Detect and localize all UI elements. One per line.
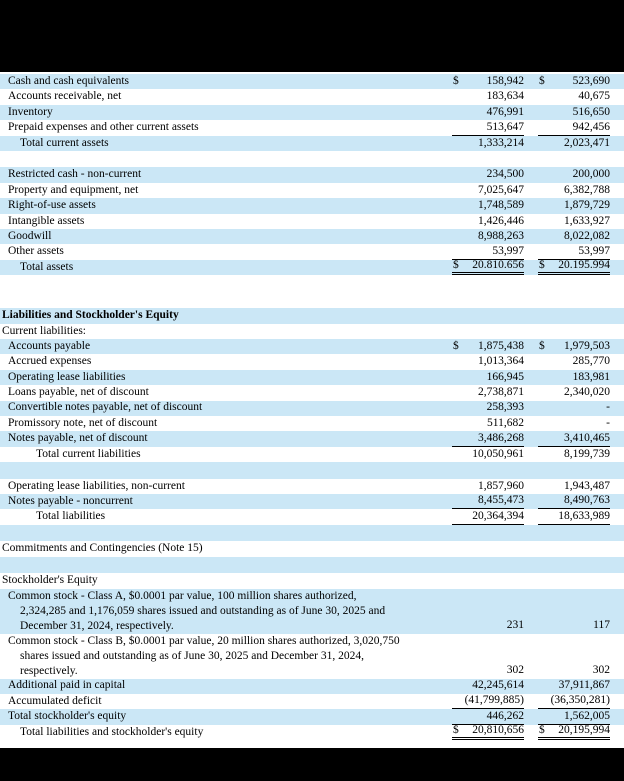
value-col2: [538, 509, 610, 524]
value-col2: [538, 431, 610, 446]
dollar-sign: $: [453, 74, 459, 87]
value-col1: [452, 229, 524, 244]
row-label: Accumulated deficit: [8, 695, 102, 707]
value-text: 117: [593, 619, 610, 632]
row-label: Right-of-use assets: [8, 200, 96, 212]
blank-row: [0, 462, 624, 479]
table-row: [0, 589, 624, 634]
value-text: 42,245,614: [472, 679, 524, 692]
value-col2: [538, 447, 610, 462]
table-row: [0, 244, 624, 259]
table-row: [0, 105, 624, 120]
row-label: Notes payable - noncurrent: [8, 495, 133, 507]
table-row: [0, 167, 624, 182]
table-row: [0, 339, 624, 354]
row-label: Promissory note, net of discount: [8, 417, 158, 429]
table-row: [0, 120, 624, 135]
value-text: 183,634: [486, 90, 524, 103]
row-label: Other assets: [8, 246, 64, 258]
row-label-line: Common stock - Class A, $0.0001 par value, 100 million shares authorized,: [8, 589, 357, 602]
value-col1: [452, 447, 524, 462]
value-text: 1,857,960: [478, 479, 524, 492]
row-label: Property and equipment, net: [8, 184, 139, 196]
table-row: [0, 416, 624, 431]
dollar-sign: $: [539, 259, 545, 272]
value-text: 8,988,263: [478, 229, 524, 242]
row-label-line: shares issued and outstanding as of June 30, 2025 and December 31, 2024,: [20, 649, 364, 662]
value-col1: [452, 167, 524, 182]
row-label: Total stockholder's equity: [8, 711, 127, 723]
table-row: [0, 431, 624, 446]
value-col1: [452, 370, 524, 385]
value-text: 234,500: [486, 168, 524, 181]
value-col1: [452, 260, 524, 275]
value-col2: [538, 694, 610, 709]
dollar-sign: $: [539, 74, 545, 87]
value-col2: [538, 354, 610, 369]
row-label: Additional paid in capital: [8, 680, 126, 692]
value-col1: [452, 74, 524, 89]
blank-row: [0, 557, 624, 574]
value-col2: [538, 494, 610, 509]
value-text: 1,633,927: [564, 214, 610, 227]
value-col2: [538, 416, 610, 431]
value-col2: [538, 167, 610, 182]
value-text: 516,650: [572, 105, 610, 118]
value-text: (41,799,885): [464, 694, 524, 707]
value-text: 1,748,589: [478, 199, 524, 212]
value-text: 20,195,994: [558, 724, 610, 737]
value-text: 2,340,020: [564, 386, 610, 399]
value-text: 183,981: [572, 370, 610, 383]
row-label-line: Common stock - Class B, $0.0001 par value, 20 million shares authorized, 3,020,750: [8, 634, 400, 647]
value-text: 1,879,729: [564, 199, 610, 212]
table-row: [0, 494, 624, 509]
value-col1: [452, 136, 524, 151]
row-label: Total assets: [20, 261, 74, 273]
table-row: [0, 74, 624, 89]
value-col1: [452, 339, 524, 354]
bottom-black-bar: [0, 748, 624, 781]
value-col2: [538, 89, 610, 104]
value-col1: [452, 308, 524, 323]
table-row: [0, 89, 624, 104]
value-text: 476,991: [486, 105, 524, 118]
value-text: 158,942: [486, 74, 524, 87]
row-label: Intangible assets: [8, 215, 85, 227]
value-col2: [538, 679, 610, 694]
value-text: 20,810,656: [472, 724, 524, 737]
value-col2: [538, 229, 610, 244]
row-label: Loans payable, net of discount: [8, 387, 149, 399]
value-text: 3,486,268: [478, 431, 524, 444]
value-col2: [538, 573, 610, 588]
row-label: [0, 589, 438, 634]
value-text: -: [606, 416, 610, 429]
row-label: Accounts receivable, net: [8, 91, 122, 103]
value-col1: [452, 89, 524, 104]
table-row: [0, 573, 624, 588]
value-text: 523,690: [572, 74, 610, 87]
value-col2: [538, 385, 610, 400]
row-label: Inventory: [8, 106, 53, 118]
value-text: 302: [506, 664, 524, 677]
value-text: 8,455,473: [478, 494, 524, 507]
value-col1: [452, 725, 524, 740]
value-text: 10,050,961: [472, 447, 524, 460]
row-label: Convertible notes payable, net of discount: [8, 402, 203, 414]
row-label: Stockholder's Equity: [2, 575, 98, 587]
value-col1: [452, 198, 524, 213]
table-row: [0, 541, 624, 556]
value-text: 1,979,503: [564, 339, 610, 352]
table-row: [0, 479, 624, 494]
table-row: [0, 308, 624, 323]
value-text: 1,943,487: [564, 479, 610, 492]
value-col1: [452, 354, 524, 369]
value-text: 20.195.994: [558, 259, 610, 272]
value-text: -: [606, 401, 610, 414]
value-col2: [538, 541, 610, 556]
table-row: [0, 725, 624, 740]
value-text: 511,682: [487, 416, 524, 429]
blank-row: [0, 275, 624, 292]
dollar-sign: $: [453, 724, 459, 737]
value-col2: [538, 401, 610, 416]
value-col1: [452, 431, 524, 446]
dollar-sign: $: [539, 724, 545, 737]
table-row: [0, 385, 624, 400]
value-col2: [538, 308, 610, 323]
value-col1: [452, 541, 524, 556]
value-text: 2,738,871: [478, 386, 524, 399]
value-col2: [538, 183, 610, 198]
value-col2: [538, 589, 610, 634]
row-label: Accounts payable: [8, 340, 91, 352]
value-col1: [452, 416, 524, 431]
value-col2: [538, 74, 610, 89]
value-col2: [538, 136, 610, 151]
value-text: 37,911,867: [558, 679, 610, 692]
value-col1: [452, 183, 524, 198]
value-col1: [452, 120, 524, 135]
value-col1: [452, 709, 524, 724]
value-text: 20.810.656: [472, 259, 524, 272]
value-text: 7,025,647: [478, 183, 524, 196]
table-row: [0, 370, 624, 385]
row-label: Cash and cash equivalents: [8, 75, 130, 87]
value-col2: [538, 260, 610, 275]
value-text: 1,426,446: [478, 214, 524, 227]
table-row: [0, 679, 624, 694]
row-label-line: respectively.: [20, 664, 78, 677]
value-text: 8,022,082: [564, 229, 610, 242]
value-text: 513,647: [486, 120, 524, 133]
value-col2: [538, 198, 610, 213]
value-col2: [538, 214, 610, 229]
value-text: 8,490,763: [564, 494, 610, 507]
value-col2: [538, 725, 610, 740]
value-text: 40,675: [578, 90, 610, 103]
value-text: 20,364,394: [472, 509, 524, 522]
row-label-line: 2,324,285 and 1,176,059 shares issued and outstanding as of June 30, 2025 and: [20, 604, 386, 617]
blank-row: [0, 292, 624, 309]
value-col1: [452, 589, 524, 634]
table-row: [0, 634, 624, 679]
value-col1: [452, 634, 524, 679]
table-row: [0, 694, 624, 709]
value-col1: [452, 479, 524, 494]
dollar-sign: $: [453, 259, 459, 272]
balance-sheet: [0, 74, 624, 740]
row-label: Total current assets: [20, 137, 109, 149]
value-col1: [452, 694, 524, 709]
value-col2: [538, 105, 610, 120]
top-black-bar: [0, 0, 624, 72]
value-col1: [452, 244, 524, 259]
value-col1: [452, 494, 524, 509]
value-col2: [538, 120, 610, 135]
value-text: (36,350,281): [550, 694, 610, 707]
value-text: 258,393: [486, 401, 524, 414]
value-text: 18,633,989: [558, 509, 610, 522]
value-text: 1,333,214: [478, 136, 524, 149]
table-row: [0, 229, 624, 244]
table-row: [0, 198, 624, 213]
value-text: 53,997: [578, 244, 610, 257]
value-col1: [452, 385, 524, 400]
row-label: Total liabilities and stockholder's equity: [20, 726, 204, 738]
table-row: [0, 136, 624, 151]
value-col2: [538, 634, 610, 679]
value-text: 166,945: [486, 370, 524, 383]
table-row: [0, 447, 624, 462]
dollar-sign: $: [453, 339, 459, 352]
value-col2: [538, 244, 610, 259]
value-col2: [538, 479, 610, 494]
value-text: 231: [506, 619, 524, 632]
value-col1: [452, 214, 524, 229]
row-label: Restricted cash - non-current: [8, 169, 142, 181]
value-text: 8,199,739: [564, 447, 610, 460]
row-label: Prepaid expenses and other current assets: [8, 122, 199, 134]
table-row: [0, 401, 624, 416]
value-text: 1,562,005: [564, 709, 610, 722]
value-text: 285,770: [572, 355, 610, 368]
table-row: [0, 354, 624, 369]
row-label: Liabilities and Stockholder's Equity: [2, 310, 179, 322]
table-row: [0, 260, 624, 275]
value-col1: [452, 324, 524, 339]
row-label-line: December 31, 2024, respectively.: [20, 619, 174, 632]
dollar-sign: $: [539, 339, 545, 352]
row-label: Total current liabilities: [36, 448, 141, 460]
value-col1: [452, 509, 524, 524]
row-label: Total liabilities: [36, 511, 106, 523]
value-col2: [538, 370, 610, 385]
table-row: [0, 214, 624, 229]
row-label: Goodwill: [8, 230, 52, 242]
row-label: Accrued expenses: [8, 356, 92, 368]
value-text: 200,000: [572, 168, 610, 181]
blank-row: [0, 525, 624, 542]
table-row: [0, 324, 624, 339]
table-row: [0, 709, 624, 724]
row-label: [0, 634, 438, 679]
value-col2: [538, 339, 610, 354]
value-text: 942,456: [572, 120, 610, 133]
row-label: Operating lease liabilities: [8, 371, 126, 383]
table-row: [0, 509, 624, 524]
table-row: [0, 183, 624, 198]
blank-row: [0, 151, 624, 168]
value-col1: [452, 105, 524, 120]
value-col1: [452, 679, 524, 694]
value-text: 1,875,438: [478, 339, 524, 352]
value-text: 302: [592, 664, 610, 677]
value-col1: [452, 573, 524, 588]
value-text: 53,997: [492, 244, 524, 257]
row-label: Current liabilities:: [2, 325, 86, 337]
value-col1: [452, 401, 524, 416]
value-text: 3,410,465: [564, 431, 610, 444]
value-text: 6,382,788: [564, 183, 610, 196]
row-label: Commitments and Contingencies (Note 15): [2, 543, 203, 555]
value-col2: [538, 709, 610, 724]
value-text: 1,013,364: [478, 355, 524, 368]
row-label: Operating lease liabilities, non-current: [8, 480, 185, 492]
value-col2: [538, 324, 610, 339]
value-text: 2,023,471: [564, 136, 610, 149]
value-text: 446,262: [486, 709, 524, 722]
row-label: Notes payable, net of discount: [8, 433, 148, 445]
